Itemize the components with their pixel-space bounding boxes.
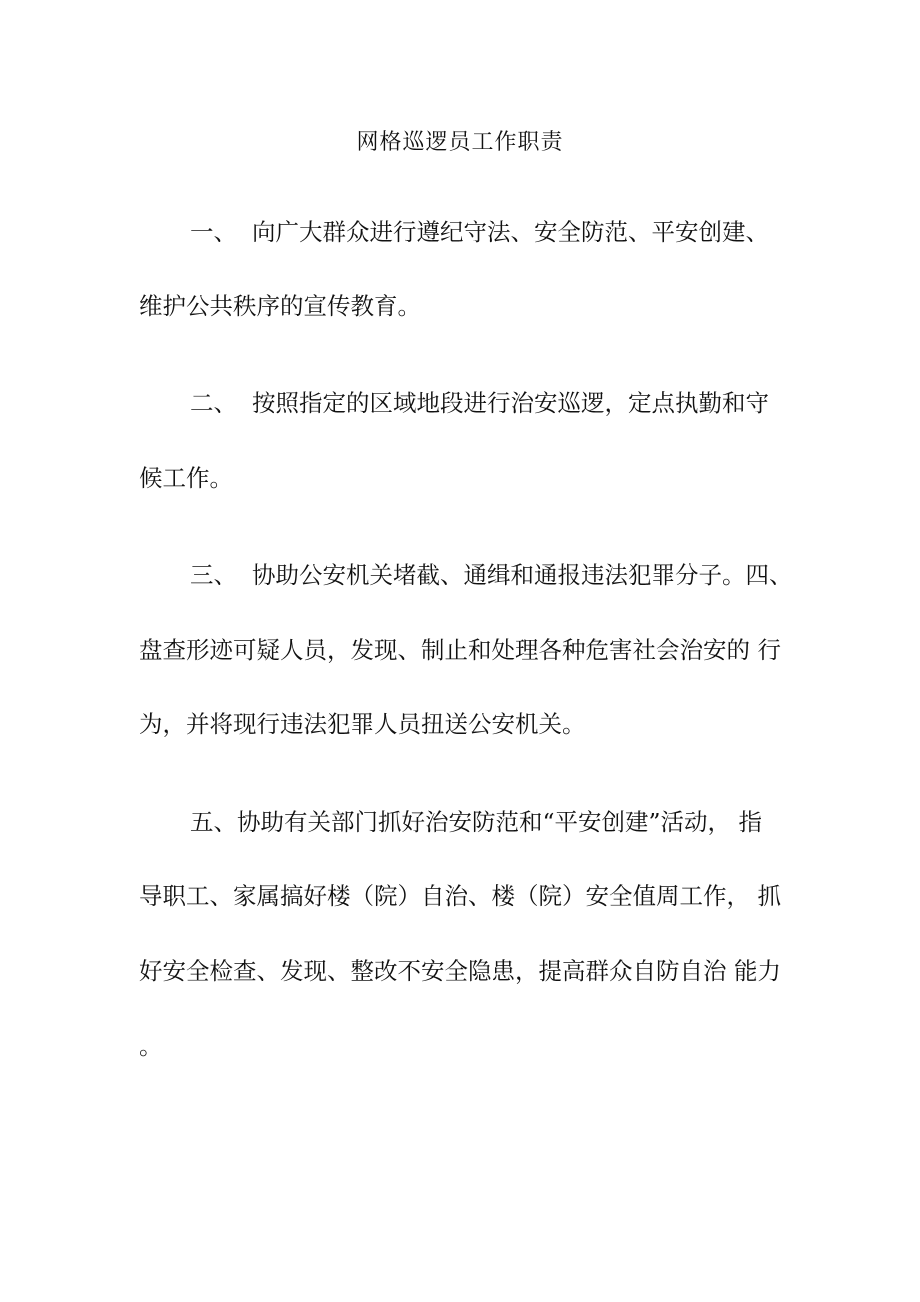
item-5-line-2: 导职工、家属搞好楼（院）自治、楼（院）安全值周工作， 抓 bbox=[139, 882, 781, 910]
item-2-number: 二、 bbox=[190, 389, 237, 417]
item-5-line-1: 五、协助有关部门抓好治安防范和“平安创建”活动， 指 bbox=[190, 808, 762, 836]
item-2-line-1 bbox=[190, 387, 810, 419]
item-3-text-1: 协助公安机关堵截、通缉和通报违法犯罪分子。四、 bbox=[252, 561, 793, 589]
item-3-line-3: 为，并将现行违法犯罪人员扭送公安机关。 bbox=[139, 710, 586, 738]
item-3-line-2: 盘查形迹可疑人员，发现、制止和处理各种危害社会治安的 行 bbox=[139, 636, 781, 664]
item-1-line-2: 维护公共秩序的宣传教育。 bbox=[139, 292, 421, 320]
item-1-text-1: 向广大群众进行遵纪守法、安全防范、平安创建、 bbox=[252, 218, 769, 246]
item-3-number: 三、 bbox=[190, 561, 237, 589]
item-1-line-1 bbox=[190, 216, 810, 248]
document-title: 网格巡逻员工作职责 bbox=[356, 130, 564, 155]
item-3-line-1 bbox=[190, 559, 810, 591]
item-2-text-1: 按照指定的区域地段进行治安巡逻，定点执勤和守 bbox=[252, 389, 769, 417]
item-5-line-3: 好安全检查、发现、整改不安全隐患，提高群众自防自治 能力 bbox=[139, 957, 781, 985]
item-1-number: 一、 bbox=[190, 218, 237, 246]
item-2-line-2: 候工作。 bbox=[139, 464, 233, 492]
item-5-line-4: 。 bbox=[139, 1032, 163, 1060]
